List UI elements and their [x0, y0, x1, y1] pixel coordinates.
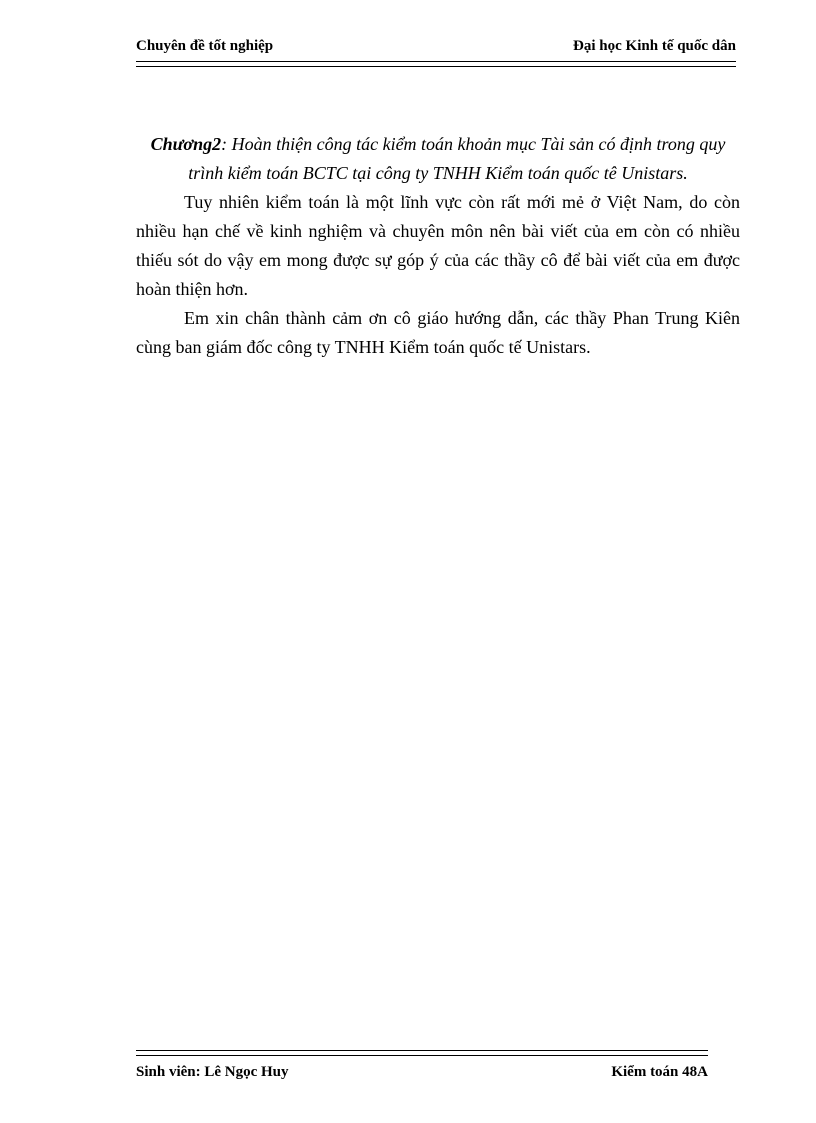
footer-right-text: Kiểm toán 48A — [611, 1064, 708, 1080]
chapter-title: Hoàn thiện công tác kiểm toán khoản mục Tài sản có định trong quy trình kiểm toán BCTC tại công ty TNHH Kiểm toán quốc tê Unistars. — [188, 134, 726, 183]
chapter-label: Chương2 — [150, 134, 222, 154]
page-header — [136, 38, 736, 67]
body-paragraph-1: Tuy nhiên kiểm toán là một lĩnh vực còn rất mới mẻ ở Việt Nam, do còn nhiều hạn chế về kinh nghiệm và chuyên môn nên bài viết của em còn có nhiều thiếu sót do vậy em mong được sự góp ý của các thầy cô để bài viết của em được hoàn thiện hơn. — [136, 192, 740, 299]
chapter-heading — [136, 130, 740, 188]
chapter-separator: : — [221, 134, 232, 154]
header-right-text: Đại học Kinh tế quốc dân — [573, 38, 736, 54]
footer-row — [136, 1064, 708, 1081]
page-footer — [136, 1050, 708, 1081]
body-paragraph-2: Em xin chân thành cảm ơn cô giáo hướng dẫn, các thầy Phan Trung Kiên cùng ban giám đốc công ty TNHH Kiểm toán quốc tế Unistars. — [136, 308, 740, 357]
footer-divider — [136, 1050, 708, 1056]
header-divider — [136, 61, 736, 67]
header-left-text: Chuyên đề tốt nghiệp — [136, 38, 274, 54]
header-row — [136, 38, 736, 58]
page-content — [136, 130, 740, 362]
footer-left-text: Sinh viên: Lê Ngọc Huy — [136, 1064, 289, 1080]
